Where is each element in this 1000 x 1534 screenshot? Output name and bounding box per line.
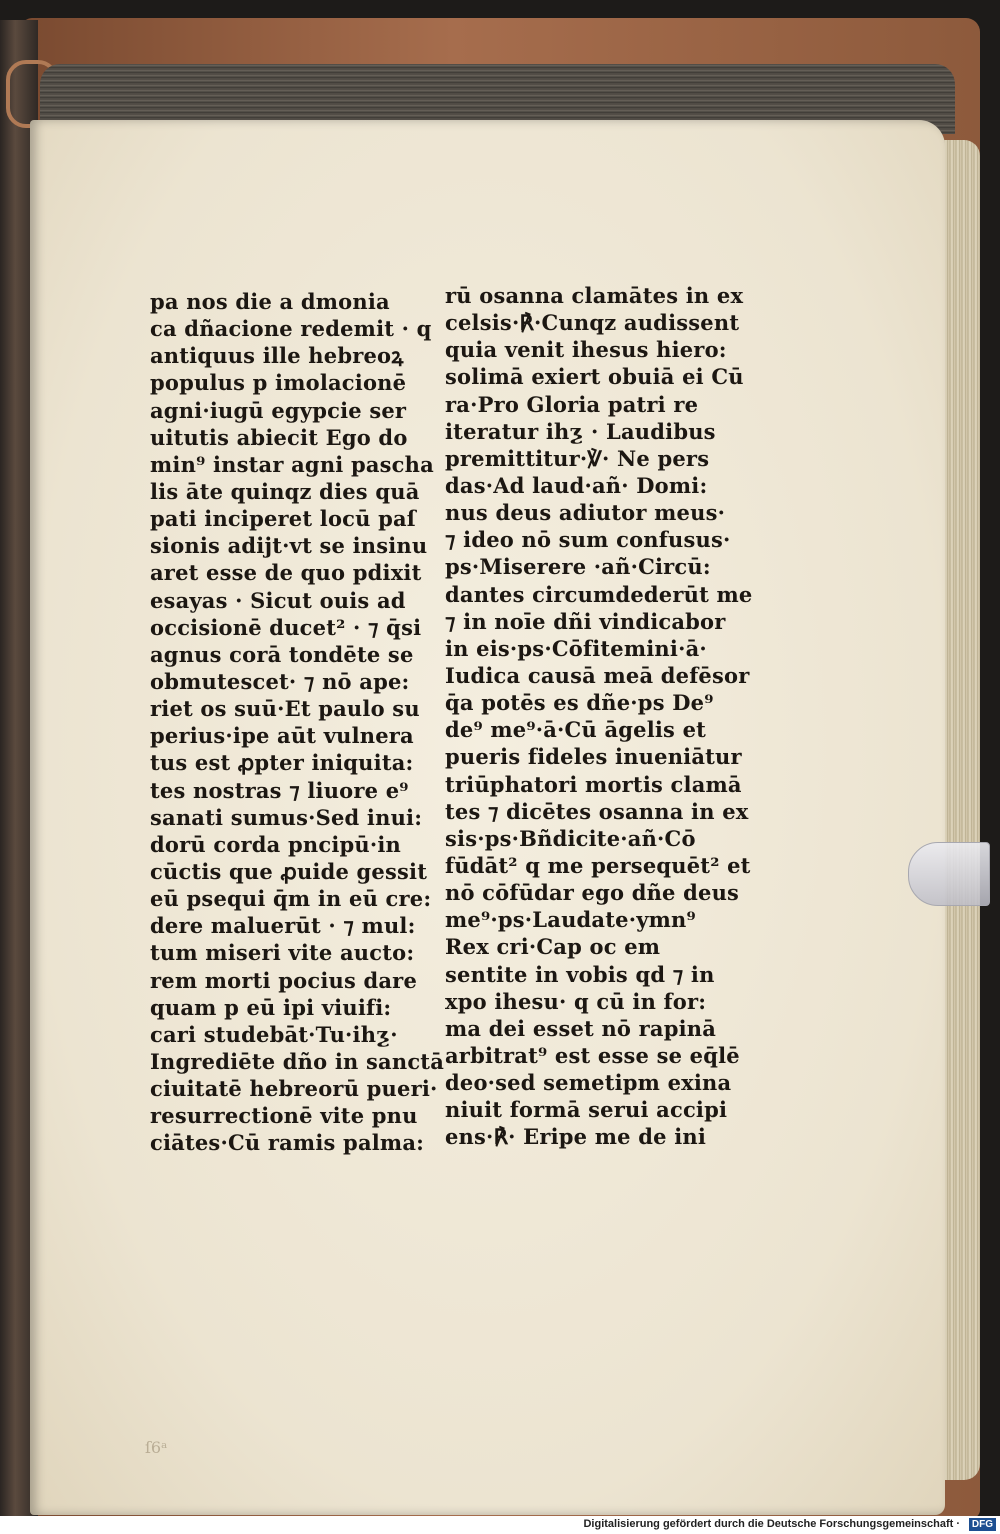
text-line: pa nos die a dmonia	[150, 289, 390, 314]
text-line: aret esse de quo pdixit	[150, 560, 422, 586]
text-line: celsis·℟·Cunqz audissent	[445, 310, 740, 336]
text-line: min⁹ instar agni pascha	[150, 451, 434, 477]
text-line: dere maluerūt · ⁊ mul:	[150, 913, 416, 939]
text-line: ciātes·Cū ramis palma:	[150, 1130, 425, 1156]
text-line: fūdāt² q me persequēt² et	[445, 852, 751, 878]
text-line: cūctis que ꝓuide gessit	[150, 858, 428, 884]
text-line: perius·ipe aūt vulnera	[150, 723, 414, 749]
footer-bar	[0, 1516, 1000, 1534]
text-column-right	[445, 282, 753, 1151]
text-line: premittitur·℣· Ne pers	[445, 445, 710, 471]
text-line: q̄a potēs es dñe·ps De⁹	[445, 690, 714, 716]
text-line: tus est ꝓpter iniquita:	[150, 750, 414, 776]
text-line: tes ⁊ dicētes osanna in ex	[445, 798, 749, 824]
text-line: arbitrat⁹ est esse se eq̄lē	[445, 1042, 740, 1068]
text-line: sis·ps·Bñdicite·añ·Cō	[445, 825, 696, 851]
text-line: ens·℟· Eripe me de ini	[445, 1124, 707, 1150]
text-line: Ingrediēte dño in sanctā	[150, 1048, 445, 1074]
text-line: sanati sumus·Sed inui:	[150, 804, 423, 830]
text-line: xpo ihesu· q cū in for:	[445, 988, 707, 1014]
text-line: in eis·ps·Cōfitemini·ā·	[445, 635, 707, 661]
text-line: antiquus ille hebreoꝝ	[150, 343, 404, 369]
page-tab-marker	[908, 842, 990, 906]
text-line: riet os suū·Et paulo su	[150, 696, 420, 722]
text-line: nus deus adiutor meus·	[445, 500, 726, 526]
text-line: niuit formā serui accipi	[445, 1097, 728, 1123]
text-line: deo·sed semetipm exina	[445, 1070, 732, 1096]
text-line: das·Ad laud·añ· Domi:	[445, 472, 708, 498]
text-line: eū psequi q̄m in eū cre:	[150, 886, 432, 912]
text-line: tes nostras ⁊ liuore e⁹	[150, 777, 409, 803]
margin-note: ſ6ᵃ	[145, 1438, 168, 1457]
text-line: rem morti pocius dare	[150, 967, 418, 993]
text-line: rū osanna clamātes in ex	[445, 283, 744, 308]
text-line: solimā exiert obuiā ei Cū	[445, 364, 744, 390]
text-line: ⁊ ideo nō sum confusus·	[445, 527, 731, 553]
text-line: ps·Miserere ·añ·Circū:	[445, 554, 711, 580]
text-line: obmutescet· ⁊ nō ape:	[150, 668, 410, 694]
footer-credit: Digitalisierung gefördert durch die Deutsche Forschungsgemeinschaft ·	[583, 1518, 960, 1530]
text-line: ra·Pro Gloria patri re	[445, 391, 699, 417]
text-line: ciuitatē hebreorū pueri·	[150, 1076, 438, 1102]
text-line: pati inciperet locū paſ	[150, 506, 417, 532]
text-line: occisionē ducet² · ⁊ q̄si	[150, 614, 422, 640]
text-line: dantes circumdederūt me	[445, 581, 753, 607]
text-line: populus p imolacionē	[150, 370, 407, 396]
text-line: sentite in vobis qd ⁊ in	[445, 961, 715, 987]
text-line: de⁹ me⁹·ā·Cū āgelis et	[445, 717, 707, 743]
text-line: quam p eū ipi viuifi:	[150, 994, 392, 1020]
text-line: Iudica causā meā defēsor	[445, 662, 750, 688]
text-line: dorū corda pncipū·in	[150, 831, 402, 857]
text-line: agni·iugū egypcie ser	[150, 397, 407, 423]
text-line: me⁹·ps·Laudate·ymn⁹	[445, 907, 696, 933]
text-line: triūphatori mortis clamā	[445, 771, 742, 797]
text-line: nō cōfūdar ego dñe deus	[445, 880, 740, 906]
text-line: quia venit ihesus hiero:	[445, 337, 727, 363]
text-line: tum miseri vite aucto:	[150, 940, 415, 966]
text-line: lis āte quinqz dies quā	[150, 478, 420, 504]
text-line: uitutis abiecit Ego do	[150, 424, 408, 450]
text-line: agnus corā tondēte se	[150, 641, 414, 667]
text-line: ⁊ in noīe dñi vindicabor	[445, 608, 726, 634]
text-line: ma dei esset nō rapinā	[445, 1015, 717, 1041]
text-line: ca dñacione redemit · q	[150, 316, 432, 342]
text-line: pueris fideles inueniātur	[445, 744, 742, 770]
text-line: esayas · Sicut ouis ad	[150, 587, 406, 613]
text-line: sionis adijt·vt se insinu	[150, 533, 428, 559]
text-line: Rex cri·Cap oc em	[445, 934, 661, 960]
text-line: resurrectionē vite pnu	[150, 1103, 418, 1129]
text-line: iteratur ihƺ · Laudibus	[445, 418, 716, 444]
text-column-left	[150, 288, 445, 1157]
dfg-logo: DFG	[969, 1518, 996, 1531]
text-line: cari studebāt·Tu·ihƺ·	[150, 1021, 398, 1047]
